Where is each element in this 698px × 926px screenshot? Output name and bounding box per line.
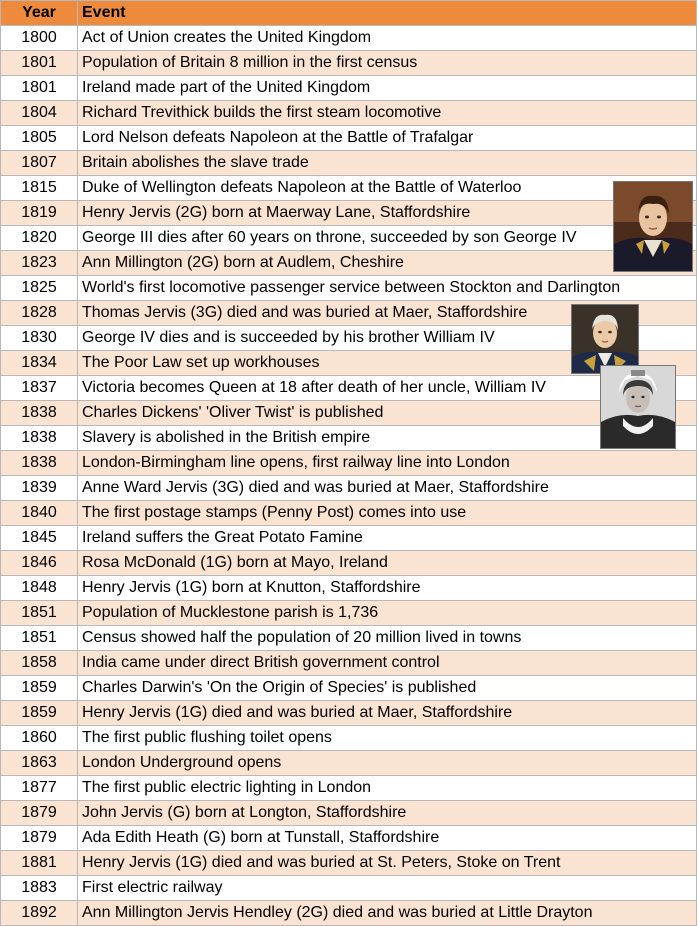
event-cell: Charles Darwin's 'On the Origin of Species' is published	[78, 676, 697, 701]
event-cell: Henry Jervis (1G) died and was buried at Maer, Staffordshire	[78, 701, 697, 726]
event-cell: Ann Millington (2G) born at Audlem, Cheshire	[78, 251, 697, 276]
year-cell: 1825	[1, 276, 78, 301]
event-cell: Anne Ward Jervis (3G) died and was buried at Maer, Staffordshire	[78, 476, 697, 501]
table-row	[1, 101, 697, 126]
table-row	[1, 26, 697, 51]
year-cell: 1840	[1, 501, 78, 526]
event-cell: Population of Mucklestone parish is 1,736	[78, 601, 697, 626]
event-cell: Rosa McDonald (1G) born at Mayo, Ireland	[78, 551, 697, 576]
table-row	[1, 626, 697, 651]
year-cell: 1838	[1, 426, 78, 451]
year-cell: 1879	[1, 801, 78, 826]
table-row	[1, 426, 697, 451]
event-cell: George III dies after 60 years on throne, succeeded by son George IV	[78, 226, 697, 251]
table-row	[1, 676, 697, 701]
table-row	[1, 376, 697, 401]
event-cell: Slavery is abolished in the British empire	[78, 426, 697, 451]
william-iv-portrait	[571, 304, 639, 374]
event-cell: Henry Jervis (2G) born at Maerway Lane, Staffordshire	[78, 201, 697, 226]
year-cell: 1804	[1, 101, 78, 126]
table-row	[1, 876, 697, 901]
year-cell: 1838	[1, 401, 78, 426]
event-cell: The first postage stamps (Penny Post) comes into use	[78, 501, 697, 526]
table-row	[1, 826, 697, 851]
event-column-header: Event	[78, 1, 697, 26]
year-cell: 1834	[1, 351, 78, 376]
event-cell: Census showed half the population of 20 million lived in towns	[78, 626, 697, 651]
year-cell: 1830	[1, 326, 78, 351]
year-cell: 1848	[1, 576, 78, 601]
event-cell: Ireland made part of the United Kingdom	[78, 76, 697, 101]
table-row	[1, 526, 697, 551]
year-cell: 1846	[1, 551, 78, 576]
event-cell: London Underground opens	[78, 751, 697, 776]
queen-victoria-portrait-image	[601, 366, 675, 448]
year-cell: 1800	[1, 26, 78, 51]
george-iv-portrait	[613, 181, 693, 272]
year-cell: 1858	[1, 651, 78, 676]
event-cell: The Poor Law set up workhouses	[78, 351, 697, 376]
year-cell: 1845	[1, 526, 78, 551]
queen-victoria-portrait	[600, 365, 676, 449]
table-row	[1, 601, 697, 626]
event-cell: Act of Union creates the United Kingdom	[78, 26, 697, 51]
table-row	[1, 451, 697, 476]
table-row	[1, 476, 697, 501]
event-cell: World's first locomotive passenger service between Stockton and Darlington	[78, 276, 697, 301]
table-row	[1, 801, 697, 826]
year-cell: 1851	[1, 626, 78, 651]
year-cell: 1879	[1, 826, 78, 851]
table-row	[1, 76, 697, 101]
event-cell: John Jervis (G) born at Longton, Staffordshire	[78, 801, 697, 826]
table-row	[1, 651, 697, 676]
year-cell: 1851	[1, 601, 78, 626]
year-cell: 1807	[1, 151, 78, 176]
event-cell: Thomas Jervis (3G) died and was buried at Maer, Staffordshire	[78, 301, 697, 326]
year-cell: 1837	[1, 376, 78, 401]
table-row	[1, 751, 697, 776]
event-cell: Ann Millington Jervis Hendley (2G) died and was buried at Little Drayton	[78, 901, 697, 926]
year-cell: 1828	[1, 301, 78, 326]
table-row	[1, 851, 697, 876]
event-cell: Population of Britain 8 million in the first census	[78, 51, 697, 76]
table-row	[1, 901, 697, 926]
year-cell: 1859	[1, 701, 78, 726]
table-row	[1, 776, 697, 801]
event-cell: London-Birmingham line opens, first railway line into London	[78, 451, 697, 476]
william-iv-portrait-image	[572, 305, 638, 373]
table-row	[1, 701, 697, 726]
event-cell: Lord Nelson defeats Napoleon at the Battle of Trafalgar	[78, 126, 697, 151]
event-cell: Britain abolishes the slave trade	[78, 151, 697, 176]
table-row	[1, 251, 697, 276]
year-cell: 1820	[1, 226, 78, 251]
table-row	[1, 201, 697, 226]
table-row	[1, 501, 697, 526]
year-cell: 1883	[1, 876, 78, 901]
year-cell: 1877	[1, 776, 78, 801]
table-row	[1, 576, 697, 601]
event-cell: Henry Jervis (1G) born at Knutton, Staffordshire	[78, 576, 697, 601]
year-cell: 1881	[1, 851, 78, 876]
event-cell: The first public electric lighting in London	[78, 776, 697, 801]
year-column-header: Year	[1, 1, 78, 26]
table-row	[1, 51, 697, 76]
year-cell: 1801	[1, 51, 78, 76]
event-cell: Richard Trevithick builds the first steam locomotive	[78, 101, 697, 126]
event-cell: Ireland suffers the Great Potato Famine	[78, 526, 697, 551]
table-row	[1, 551, 697, 576]
year-cell: 1892	[1, 901, 78, 926]
event-cell: Charles Dickens' 'Oliver Twist' is published	[78, 401, 697, 426]
table-row	[1, 226, 697, 251]
table-row	[1, 151, 697, 176]
year-cell: 1815	[1, 176, 78, 201]
event-cell: Henry Jervis (1G) died and was buried at St. Peters, Stoke on Trent	[78, 851, 697, 876]
table-row	[1, 726, 697, 751]
event-cell: Ada Edith Heath (G) born at Tunstall, Staffordshire	[78, 826, 697, 851]
table-row	[1, 126, 697, 151]
event-cell: The first public flushing toilet opens	[78, 726, 697, 751]
event-cell: George IV dies and is succeeded by his brother William IV	[78, 326, 697, 351]
year-cell: 1819	[1, 201, 78, 226]
year-cell: 1863	[1, 751, 78, 776]
year-cell: 1859	[1, 676, 78, 701]
year-cell: 1838	[1, 451, 78, 476]
header-row	[1, 1, 697, 26]
year-cell: 1805	[1, 126, 78, 151]
table-row	[1, 401, 697, 426]
event-cell: Duke of Wellington defeats Napoleon at the Battle of Waterloo	[78, 176, 697, 201]
event-cell: Victoria becomes Queen at 18 after death of her uncle, William IV	[78, 376, 697, 401]
table-row	[1, 176, 697, 201]
year-cell: 1801	[1, 76, 78, 101]
event-cell: First electric railway	[78, 876, 697, 901]
year-cell: 1860	[1, 726, 78, 751]
year-cell: 1839	[1, 476, 78, 501]
george-iv-portrait-image	[614, 182, 692, 271]
table-row	[1, 276, 697, 301]
event-cell: India came under direct British government control	[78, 651, 697, 676]
year-cell: 1823	[1, 251, 78, 276]
